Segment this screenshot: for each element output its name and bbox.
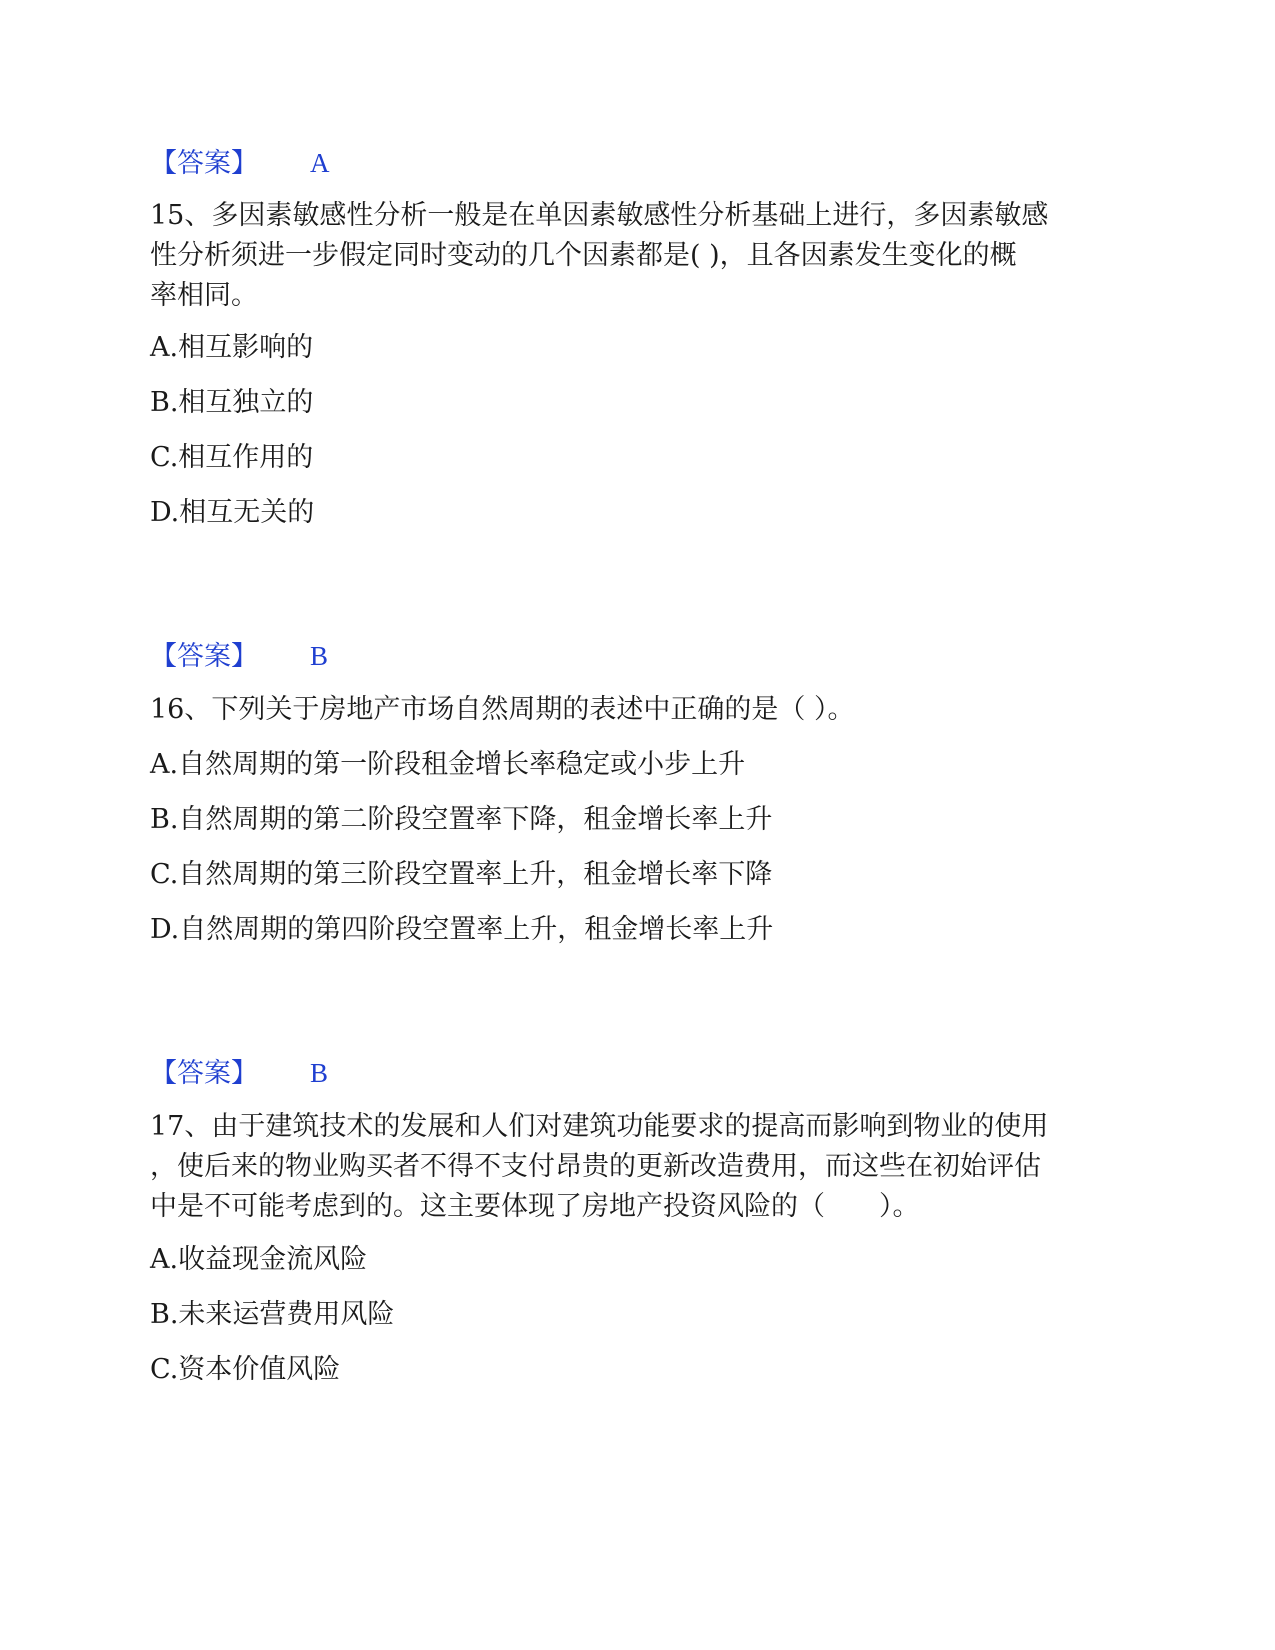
answer-label: 【答案】	[150, 148, 258, 179]
question-line: 15、多因素敏感性分析一般是在单因素敏感性分析基础上进行，多因素敏感	[150, 200, 1049, 231]
answer-label: 【答案】	[150, 641, 258, 672]
option-b: B.自然周期的第二阶段空置率下降，租金增长率上升	[150, 804, 773, 835]
question-line: 中是不可能考虑到的。这主要体现了房地产投资风险的（ ）。	[150, 1191, 920, 1222]
option-a: A.收益现金流风险	[150, 1244, 368, 1275]
answer-line	[150, 1055, 328, 1092]
answer-value: B	[310, 1058, 329, 1088]
option-a: A.自然周期的第一阶段租金增长率稳定或小步上升	[150, 749, 746, 780]
option-c: C.资本价值风险	[150, 1354, 341, 1385]
question-17	[150, 1107, 1125, 1227]
option-a: A.相互影响的	[150, 332, 314, 363]
answer-value: A	[310, 148, 330, 178]
answer-value: B	[310, 641, 329, 671]
answer-label: 【答案】	[150, 1058, 258, 1089]
answer-line	[150, 145, 330, 182]
option-d: D.自然周期的第四阶段空置率上升，租金增长率上升	[150, 914, 774, 945]
option-b: B.相互独立的	[150, 387, 314, 418]
question-line: ，使后来的物业购买者不得不支付昂贵的更新改造费用，而这些在初始评估	[150, 1151, 1041, 1182]
question-16	[150, 690, 1125, 730]
question-line: 性分析须进一步假定同时变动的几个因素都是( )，且各因素发生变化的概	[150, 240, 1017, 271]
option-c: C.自然周期的第三阶段空置率上升，租金增长率下降	[150, 859, 773, 890]
option-d: D.相互无关的	[150, 497, 315, 528]
question-line: 17、由于建筑技术的发展和人们对建筑功能要求的提高而影响到物业的使用	[150, 1111, 1049, 1142]
question-line: 率相同。	[150, 280, 258, 311]
option-b: B.未来运营费用风险	[150, 1299, 395, 1330]
question-15	[150, 196, 1125, 316]
option-c: C.相互作用的	[150, 442, 314, 473]
question-line: 16、下列关于房地产市场自然周期的表述中正确的是（ ）。	[150, 694, 855, 725]
answer-line	[150, 638, 328, 675]
